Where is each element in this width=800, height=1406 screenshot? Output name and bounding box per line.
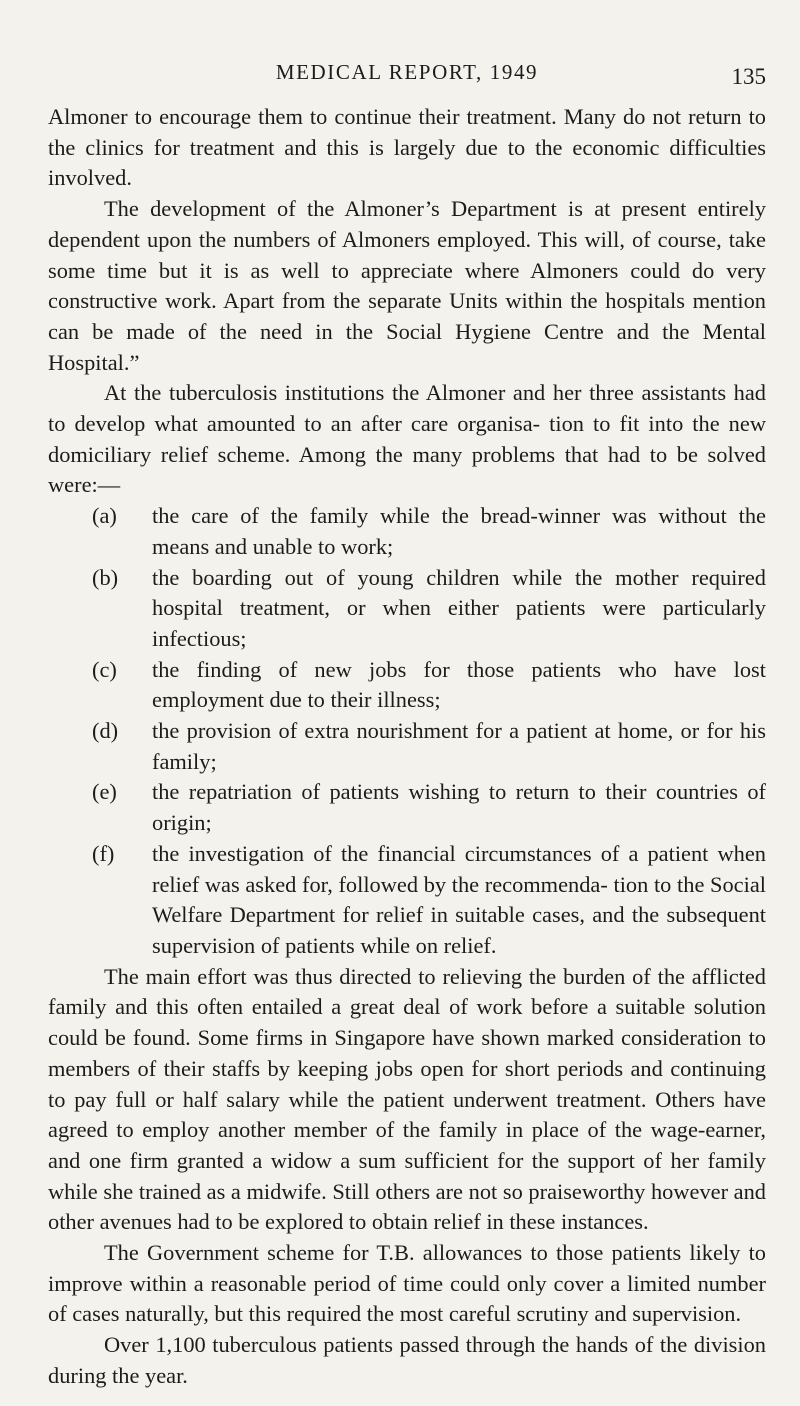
list-item-text: the repatriation of patients wishing to return to their countries of origin; — [152, 779, 766, 836]
page-number: 135 — [731, 64, 766, 89]
list-item — [48, 563, 766, 655]
list-item-letter: (a) — [92, 503, 117, 529]
paragraph: At the tuberculosis institutions the Almoner and her three assistants had to develop what amounted to an after care organisa- tion to fit into the new domiciliary relief scheme. Among the many problems that had to be solved were:— — [48, 380, 766, 498]
page-header — [48, 58, 766, 94]
list-item-text: the care of the family while the bread-winner was without the means and unable to work; — [152, 503, 766, 559]
running-title: MEDICAL REPORT, 1949 — [275, 60, 539, 84]
list-item-letter: (d) — [92, 718, 119, 744]
list-item-text: the investigation of the financial circumstances of a patient when relief was asked for, followed by the recommenda- tion to the Social Welfare Department for relief in suitable cases, and the subsequent supervision of patients while on relief. — [152, 840, 766, 958]
paragraph: Almoner to encourage them to continue their treatment. Many do not return to the clinics for treatment and this is largely due to the economic difficulties involved. — [48, 104, 766, 191]
paragraph: The Government scheme for T.B. allowances to those patients likely to improve within a reasonable period of time could only cover a limited number of cases naturally, but this required the most careful scrutiny and supervision. — [48, 1240, 766, 1327]
list-item-letter: (e) — [92, 779, 117, 805]
list-item-letter: (f) — [92, 840, 115, 866]
list-item-text: the provision of extra nourishment for a patient at home, or for his family; — [152, 718, 766, 774]
list-item-letter: (b) — [92, 564, 119, 590]
paragraph: Over 1,100 tuberculous patients passed through the hands of the division during the year. — [48, 1332, 766, 1388]
paragraph: The main effort was thus directed to relieving the burden of the afflicted family and this often entailed a great deal of work before a suitable solution could be found. Some firms in Singapore have shown marked consideration to members of their staffs by keeping jobs open for short periods and continuing to pay full or half salary while the patient underwent treatment. Others have agreed to employ another member of the family in place of the wage-earner, and one firm granted a widow a sum sufficient for the support of her family while she trained as a midwife. Still others are not so praiseworthy however and other avenues had to be explored to obtain relief in these instances. — [48, 963, 766, 1235]
list-item — [48, 716, 766, 777]
list-item — [48, 777, 766, 838]
list-item-letter: (c) — [92, 656, 117, 682]
list-item — [48, 839, 766, 962]
body-text — [48, 102, 766, 1392]
list-item — [48, 655, 766, 716]
paragraph: The development of the Almoner’s Department is at present entirely dependent upon the numbers of Almoners employed. This will, of course, take some time but it is as well to appreciate where Almoners could do very constructive work. Apart from the separate Units within the hospitals mention can be made of the need in the Social Hygiene Centre and the Mental Hospital.” — [48, 196, 766, 375]
list-item — [48, 501, 766, 562]
list-item-text: the finding of new jobs for those patients who have lost employment due to their illness; — [152, 656, 766, 713]
list-item-text: the boarding out of young children while the mother required hospital treatment, or when either patients were particularly infectious; — [152, 564, 766, 651]
